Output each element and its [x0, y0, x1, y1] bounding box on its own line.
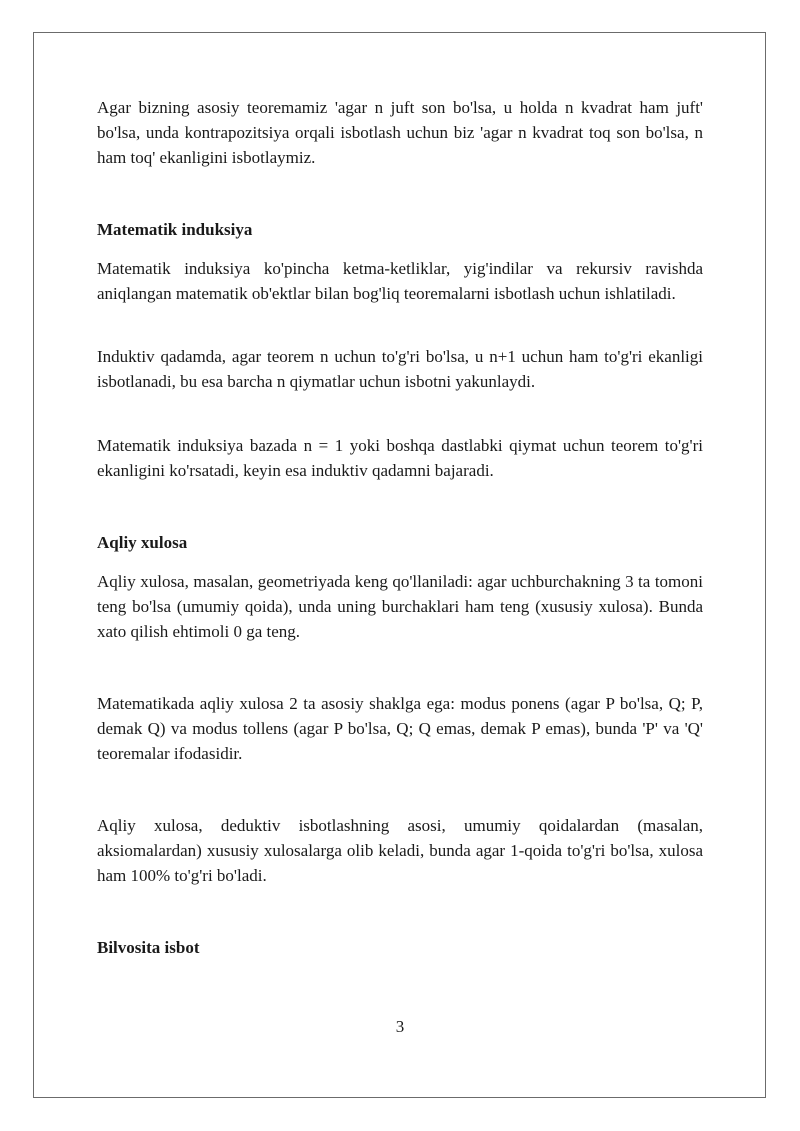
- heading-bilvosita-isbot: Bilvosita isbot: [97, 938, 200, 957]
- page-number: 3: [395, 1017, 405, 1036]
- paragraph-deduction-basis: Aqliy xulosa, deduktiv isbotlashning asosi, umumiy qoidalardan (masalan, aksiomalardan) xususiy xulosalarga olib keladi, bunda agar 1-qoida to'g'ri bo'lsa, xulosa ham 100% to'g'ri bo'ladi.: [97, 816, 703, 885]
- paragraph-deduction-forms: Matematikada aqliy xulosa 2 ta asosiy shaklga ega: modus ponens (agar P bo'lsa, Q; P, demak Q) va modus tollens (agar P bo'lsa, Q; Q emas, demak P emas), bunda 'P' va 'Q' teoremalar ifodasidir.: [97, 694, 703, 763]
- paragraph-induction-base: Matematik induksiya bazada n = 1 yoki boshqa dastlabki qiymat uchun teorem to'g'ri ekanligini ko'rsatadi, keyin esa induktiv qadamni bajaradi.: [97, 436, 703, 480]
- paragraph-induction-intro: Matematik induksiya ko'pincha ketma-ketliklar, yig'indilar va rekursiv ravishda aniqlangan matematik ob'ektlar bilan bog'liq teoremalarni isbotlash uchun ishlatiladi.: [97, 259, 703, 303]
- heading-aqliy-xulosa: Aqliy xulosa: [97, 533, 188, 552]
- paragraph-deduction-geometry: Aqliy xulosa, masalan, geometriyada keng qo'llaniladi: agar uchburchakning 3 ta tomoni teng bo'lsa (umumiy qoida), unda uning burchaklari ham teng (xususiy xulosa). Bunda xato qilish ehtimoli 0 ga teng.: [97, 572, 703, 641]
- paragraph-induction-step: Induktiv qadamda, agar teorem n uchun to'g'ri bo'lsa, u n+1 uchun ham to'g'ri ekanligi isbotlanadi, bu esa barcha n qiymatlar uchun isbotni yakunlaydi.: [97, 347, 703, 391]
- page-content: [97, 95, 703, 960]
- heading-matematik-induksiya: Matematik induksiya: [97, 220, 253, 239]
- paragraph-contrapositive-example: Agar bizning asosiy teoremamiz 'agar n juft son bo'lsa, u holda n kvadrat ham juft' bo'lsa, unda kontrapozitsiya orqali isbotlash uchun biz 'agar n kvadrat toq son bo'lsa, n ham toq' ekanligini isbotlaymiz.: [97, 98, 703, 167]
